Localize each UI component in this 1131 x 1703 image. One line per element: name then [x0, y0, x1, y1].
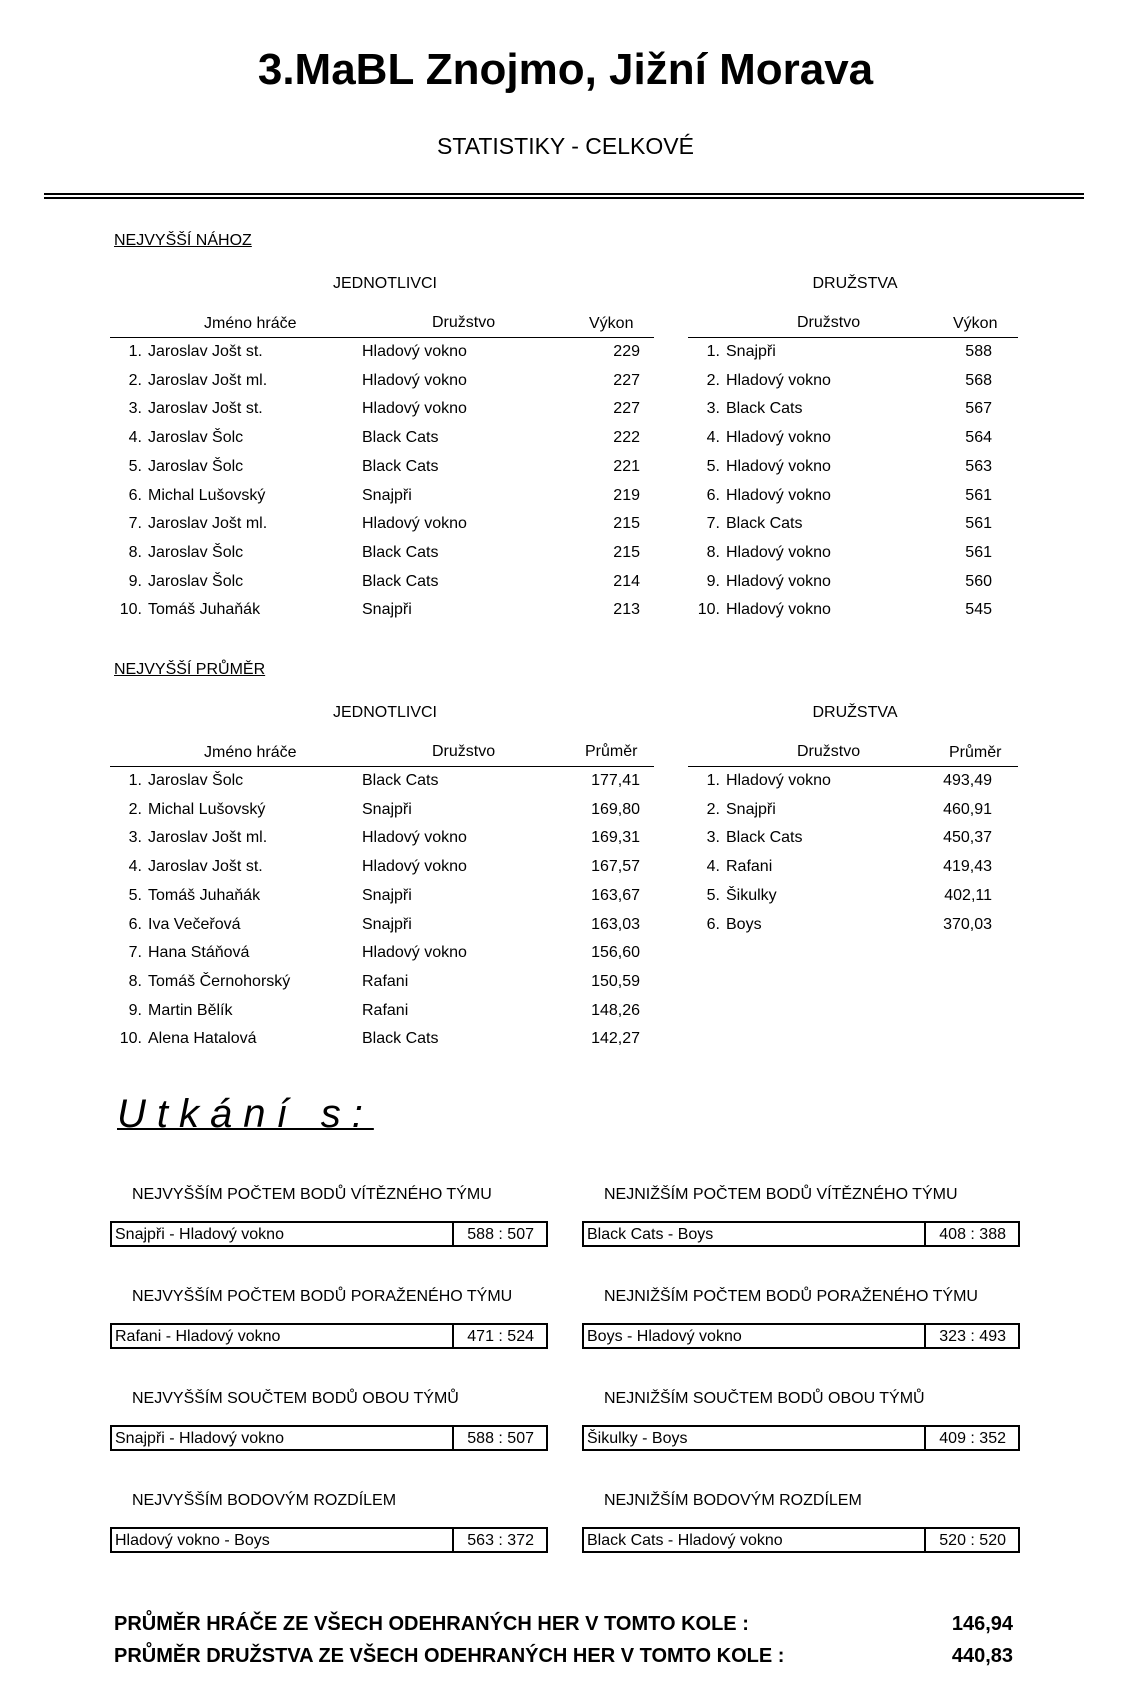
- table-row: [0, 857, 1040, 877]
- team-name: Snajpři: [362, 800, 412, 818]
- team-name: Black Cats: [726, 829, 803, 847]
- rank-number: 4.: [706, 429, 720, 447]
- match-score: 409 : 352: [939, 1430, 1006, 1447]
- match-teams: Black Cats - Boys: [587, 1226, 714, 1243]
- average-value: 460,91: [943, 800, 992, 818]
- player-name: Tomáš Juhaňák: [148, 601, 261, 619]
- team-name: Black Cats: [362, 572, 439, 590]
- team-name: Hladový vokno: [726, 371, 831, 389]
- group-label-teams: DRUŽSTVA: [812, 704, 898, 721]
- match-category-label: NEJNIŽŠÍM POČTEM BODŮ VÍTĚZNÉHO TÝMU: [604, 1186, 958, 1203]
- match-result-box: [582, 1425, 1020, 1451]
- average-value: 169,31: [591, 829, 640, 847]
- rank-number: 8.: [128, 543, 142, 561]
- team-name: Hladový vokno: [362, 400, 467, 418]
- score-value: 567: [965, 400, 992, 418]
- score-value: 561: [965, 543, 992, 561]
- cell-divider: [452, 1529, 454, 1551]
- average-value: 450,37: [943, 829, 992, 847]
- match-score: 520 : 520: [939, 1532, 1006, 1549]
- table-row: [0, 457, 1040, 477]
- group-label-teams: DRUŽSTVA: [812, 275, 898, 292]
- average-value: 167,57: [591, 858, 640, 876]
- match-score: 588 : 507: [467, 1430, 534, 1447]
- match-result-box: [110, 1221, 548, 1247]
- player-name: Jaroslav Jošt st.: [148, 858, 263, 876]
- table-header-rule: [688, 337, 1018, 338]
- rank-number: 6.: [128, 915, 142, 933]
- group-label-individuals: JEDNOTLIVCI: [332, 275, 437, 292]
- rank-number: 4.: [128, 429, 142, 447]
- match-teams: Rafani - Hladový vokno: [115, 1328, 281, 1345]
- player-name: Iva Večeřová: [148, 915, 241, 933]
- match-score: 563 : 372: [467, 1532, 534, 1549]
- cell-divider: [924, 1427, 926, 1449]
- match-result-box: [582, 1323, 1020, 1349]
- score-value: 215: [613, 515, 640, 533]
- rank-number: 7.: [128, 515, 142, 533]
- average-value: 156,60: [591, 944, 640, 962]
- match-category-label: NEJNIŽŠÍM POČTEM BODŮ PORAŽENÉHO TÝMU: [604, 1288, 978, 1305]
- table-row: [0, 943, 660, 963]
- table-row: [0, 428, 1040, 448]
- average-value: 163,67: [591, 886, 640, 904]
- team-name: Black Cats: [362, 543, 439, 561]
- team-name: Rafani: [362, 1001, 409, 1019]
- player-average-label: PRŮMĚR HRÁČE ZE VŠECH ODEHRANÝCH HER V TOMTO KOLE :: [114, 1613, 749, 1635]
- rank-number: 7.: [706, 515, 720, 533]
- team-name: Hladový vokno: [362, 371, 467, 389]
- match-result-box: [582, 1221, 1020, 1247]
- table-row: [0, 828, 1040, 848]
- page-title: 3.MaBL Znojmo, Jižní Morava: [257, 45, 874, 94]
- player-name: Jaroslav Jošt ml.: [148, 371, 268, 389]
- team-name: Hladový vokno: [726, 601, 831, 619]
- table-row: [0, 1001, 660, 1021]
- rank-number: 4.: [706, 858, 720, 876]
- score-value: 561: [965, 515, 992, 533]
- table-row: [0, 486, 1040, 506]
- team-name: Hladový vokno: [726, 543, 831, 561]
- cell-divider: [452, 1427, 454, 1449]
- average-value: 177,41: [591, 772, 640, 789]
- score-value: 219: [613, 486, 640, 504]
- rank-number: 10.: [119, 1030, 142, 1048]
- col-header-player-name: Jméno hráče: [204, 744, 297, 761]
- match-result-box: [110, 1425, 548, 1451]
- player-name: Michal Lušovský: [148, 486, 266, 504]
- rank-number: 8.: [128, 972, 142, 990]
- team-name: Snajpři: [362, 601, 412, 619]
- team-name: Šikulky: [726, 886, 777, 904]
- average-value: 493,49: [943, 772, 992, 789]
- rank-number: 3.: [706, 829, 720, 847]
- cell-divider: [924, 1529, 926, 1551]
- rank-number: 5.: [706, 457, 720, 475]
- col-header-player-name: Jméno hráče: [204, 315, 297, 332]
- table-row: [0, 572, 1040, 592]
- rank-number: 1.: [128, 343, 142, 360]
- match-result-box: [582, 1527, 1020, 1553]
- match-category-label: NEJVYŠŠÍM POČTEM BODŮ VÍTĚZNÉHO TÝMU: [132, 1186, 492, 1203]
- rank-number: 9.: [128, 1001, 142, 1019]
- score-value: 227: [613, 400, 640, 418]
- rank-number: 8.: [706, 543, 720, 561]
- player-name: Jaroslav Jošt ml.: [148, 829, 268, 847]
- match-teams: Boys - Hladový vokno: [587, 1328, 742, 1345]
- cell-divider: [452, 1223, 454, 1245]
- rank-number: 10.: [119, 601, 142, 619]
- average-value: 169,80: [591, 800, 640, 818]
- table-row: [0, 600, 1040, 620]
- rank-number: 3.: [706, 400, 720, 418]
- rank-number: 2.: [706, 371, 720, 389]
- table-row: [0, 514, 1040, 534]
- header-divider-bottom: [44, 197, 1084, 199]
- player-name: Jaroslav Šolc: [148, 429, 244, 447]
- score-value: 561: [965, 486, 992, 504]
- rank-number: 5.: [128, 457, 142, 475]
- player-name: Hana Stáňová: [148, 944, 250, 962]
- average-value: 150,59: [591, 972, 640, 990]
- table-header-rule: [110, 337, 654, 338]
- match-score: 323 : 493: [939, 1328, 1006, 1345]
- col-header-score: Výkon: [953, 315, 998, 332]
- score-value: 222: [613, 429, 640, 447]
- score-value: 588: [965, 343, 992, 360]
- col-header-team: Družstvo: [432, 743, 496, 760]
- match-score: 408 : 388: [939, 1226, 1006, 1243]
- cell-divider: [924, 1223, 926, 1245]
- team-name: Black Cats: [726, 400, 803, 418]
- average-value: 402,11: [944, 886, 992, 904]
- player-name: Tomáš Juhaňák: [148, 886, 261, 904]
- team-name: Hladový vokno: [362, 829, 467, 847]
- team-name: Snajpři: [362, 886, 412, 904]
- team-name: Snajpři: [362, 486, 412, 504]
- match-teams: Snajpři - Hladový vokno: [115, 1430, 284, 1447]
- average-value: 142,27: [591, 1030, 640, 1048]
- match-teams: Black Cats - Hladový vokno: [587, 1532, 783, 1549]
- page-subtitle: STATISTIKY - CELKOVÉ: [437, 133, 694, 159]
- col-header-team: Družstvo: [432, 314, 496, 331]
- team-name: Hladový vokno: [362, 944, 467, 962]
- match-result-box: [110, 1323, 548, 1349]
- player-name: Jaroslav Šolc: [148, 572, 244, 590]
- team-average-value: 440,83: [951, 1645, 1013, 1667]
- table-row: [0, 972, 660, 992]
- header-divider-top: [44, 193, 1084, 195]
- match-score: 471 : 524: [467, 1328, 534, 1345]
- team-name: Hladový vokno: [362, 515, 467, 533]
- player-average-value: 146,94: [951, 1613, 1013, 1635]
- rank-number: 2.: [128, 371, 142, 389]
- average-value: 370,03: [943, 915, 992, 933]
- team-name: Hladový vokno: [726, 486, 831, 504]
- table-row: [0, 399, 1040, 419]
- rank-number: 5.: [128, 886, 142, 904]
- average-value: 163,03: [591, 915, 640, 933]
- player-name: Michal Lušovský: [148, 800, 266, 818]
- score-value: 227: [613, 371, 640, 389]
- team-name: Hladový vokno: [726, 572, 831, 590]
- player-name: Alena Hatalová: [148, 1030, 257, 1048]
- col-header-team: Družstvo: [797, 743, 861, 760]
- rank-number: 9.: [128, 572, 142, 590]
- match-category-label: NEJVYŠŠÍM BODOVÝM ROZDÍLEM: [132, 1492, 397, 1509]
- match-category-label: NEJVYŠŠÍM SOUČTEM BODŮ OBOU TÝMŮ: [132, 1390, 459, 1407]
- team-name: Black Cats: [362, 429, 439, 447]
- player-name: Jaroslav Šolc: [148, 457, 244, 475]
- team-name: Black Cats: [362, 457, 439, 475]
- match-category-label: NEJNIŽŠÍM SOUČTEM BODŮ OBOU TÝMŮ: [604, 1390, 925, 1407]
- score-value: 229: [613, 343, 640, 360]
- matches-heading: Utkání s:: [117, 1092, 374, 1136]
- rank-number: 4.: [128, 858, 142, 876]
- team-name: Hladový vokno: [362, 343, 467, 360]
- score-value: 215: [613, 543, 640, 561]
- team-name: Snajpři: [726, 343, 776, 360]
- team-name: Boys: [726, 915, 762, 933]
- table-row: [0, 771, 1040, 791]
- team-name: Rafani: [726, 858, 773, 876]
- table-row: [0, 886, 1040, 906]
- team-name: Black Cats: [726, 515, 803, 533]
- match-teams: Šikulky - Boys: [587, 1430, 688, 1447]
- team-name: Black Cats: [362, 1030, 439, 1048]
- col-header-average: Průměr: [585, 743, 638, 760]
- rank-number: 1.: [128, 772, 142, 789]
- cell-divider: [924, 1325, 926, 1347]
- group-label-individuals: JEDNOTLIVCI: [332, 704, 437, 721]
- rank-number: 6.: [706, 915, 720, 933]
- cell-divider: [452, 1325, 454, 1347]
- score-value: 213: [613, 601, 640, 619]
- score-value: 560: [965, 572, 992, 590]
- match-result-box: [110, 1527, 548, 1553]
- score-value: 564: [965, 429, 992, 447]
- rank-number: 7.: [128, 944, 142, 962]
- player-name: Jaroslav Šolc: [148, 772, 244, 789]
- rank-number: 3.: [128, 829, 142, 847]
- col-header-average: Průměr: [949, 744, 1002, 761]
- match-category-label: NEJVYŠŠÍM POČTEM BODŮ PORAŽENÉHO TÝMU: [132, 1288, 513, 1305]
- table-header-rule: [110, 766, 654, 767]
- match-teams: Hladový vokno - Boys: [115, 1532, 270, 1549]
- team-name: Black Cats: [362, 772, 439, 789]
- team-name: Hladový vokno: [726, 457, 831, 475]
- team-name: Hladový vokno: [726, 429, 831, 447]
- player-name: Jaroslav Jošt st.: [148, 400, 263, 418]
- average-value: 148,26: [591, 1001, 640, 1019]
- rank-number: 10.: [697, 601, 720, 619]
- player-name: Tomáš Černohorský: [148, 972, 291, 990]
- table-row: [0, 1029, 660, 1049]
- table-header-rule: [688, 766, 1018, 767]
- score-value: 214: [613, 572, 640, 590]
- team-name: Hladový vokno: [362, 858, 467, 876]
- score-value: 568: [965, 371, 992, 389]
- player-name: Jaroslav Šolc: [148, 543, 244, 561]
- rank-number: 1.: [706, 772, 720, 789]
- average-value: 419,43: [943, 858, 992, 876]
- score-value: 545: [965, 601, 992, 619]
- team-name: Snajpři: [726, 800, 776, 818]
- rank-number: 2.: [128, 800, 142, 818]
- team-name: Rafani: [362, 972, 409, 990]
- player-name: Jaroslav Jošt ml.: [148, 515, 268, 533]
- player-name: Martin Bělík: [148, 1001, 233, 1019]
- rank-number: 2.: [706, 800, 720, 818]
- score-value: 563: [965, 457, 992, 475]
- team-average-label: PRŮMĚR DRUŽSTVA ZE VŠECH ODEHRANÝCH HER V TOMTO KOLE :: [114, 1645, 785, 1667]
- table-row: [0, 543, 1040, 563]
- team-name: Snajpři: [362, 915, 412, 933]
- table-row: [0, 342, 1040, 362]
- rank-number: 9.: [706, 572, 720, 590]
- table-row: [0, 371, 1040, 391]
- player-name: Jaroslav Jošt st.: [148, 343, 263, 360]
- match-score: 588 : 507: [467, 1226, 534, 1243]
- rank-number: 6.: [128, 486, 142, 504]
- table-row: [0, 800, 1040, 820]
- rank-number: 3.: [128, 400, 142, 418]
- match-category-label: NEJNIŽŠÍM BODOVÝM ROZDÍLEM: [604, 1492, 862, 1509]
- team-name: Hladový vokno: [726, 772, 831, 789]
- match-teams: Snajpři - Hladový vokno: [115, 1226, 284, 1243]
- col-header-score: Výkon: [589, 315, 634, 332]
- table-row: [0, 915, 1040, 935]
- score-value: 221: [613, 457, 640, 475]
- rank-number: 6.: [706, 486, 720, 504]
- section-title-highest-throw: NEJVYŠŠÍ NÁHOZ: [114, 232, 252, 249]
- col-header-team: Družstvo: [797, 314, 861, 331]
- rank-number: 1.: [706, 343, 720, 360]
- rank-number: 5.: [706, 886, 720, 904]
- section-title-highest-average: NEJVYŠŠÍ PRŮMĚR: [114, 661, 266, 678]
